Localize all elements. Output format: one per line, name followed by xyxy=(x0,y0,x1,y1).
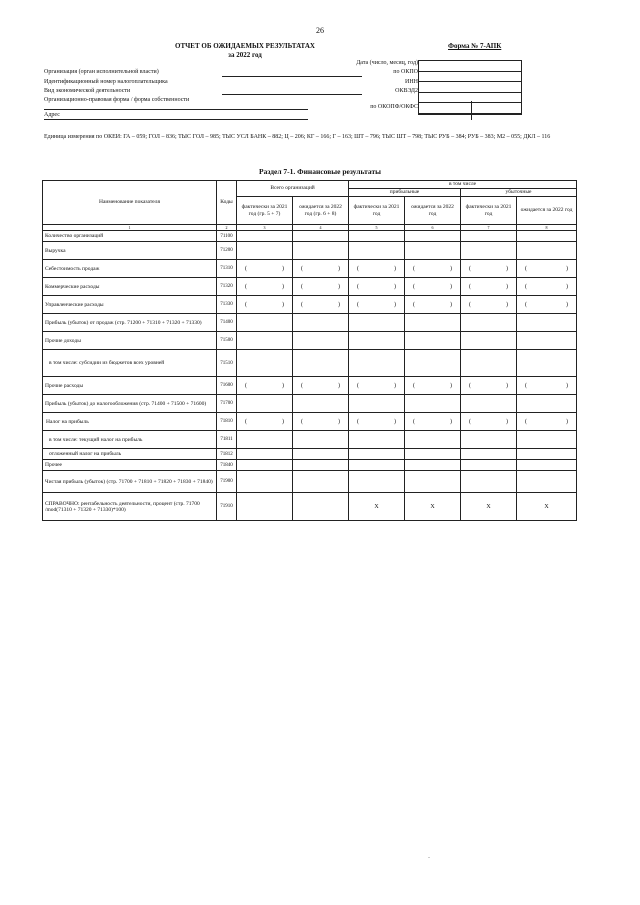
paren-open: ( xyxy=(357,382,360,389)
row-code: 71840 xyxy=(217,460,237,471)
row-name: Управленческие расходы xyxy=(43,296,217,314)
value-cell xyxy=(293,431,349,449)
value-cell xyxy=(517,350,577,377)
paren-pair xyxy=(351,266,402,272)
value-cell xyxy=(349,471,405,493)
value-cell xyxy=(461,431,517,449)
okopf-label: по ОКОПФ/ОКФС xyxy=(370,104,418,110)
row-name: в том числе: субсидии из бюджетов всех уровней xyxy=(43,350,217,377)
value-cell xyxy=(293,413,349,431)
row-name: отложенный налог на прибыль xyxy=(43,449,217,460)
row-code: 71310 xyxy=(217,260,237,278)
paren-close: ) xyxy=(282,283,284,290)
table-row xyxy=(43,314,577,332)
value-cell xyxy=(461,395,517,413)
value-cell xyxy=(293,377,349,395)
row-code: 71330 xyxy=(217,296,237,314)
paren-close: ) xyxy=(450,418,453,425)
value-cell xyxy=(349,460,405,471)
paren-pair xyxy=(463,419,514,425)
paren-open: ( xyxy=(469,265,472,272)
table-row xyxy=(43,395,577,413)
value-cell xyxy=(349,350,405,377)
paren-close: ) xyxy=(394,301,397,308)
value-cell xyxy=(349,377,405,395)
paren-pair xyxy=(407,419,458,425)
row-code: 71600 xyxy=(217,377,237,395)
value-cell xyxy=(461,413,517,431)
col-header-actual-all: фактически за 2021 год (гр. 5 + 7) xyxy=(237,197,293,225)
value-cell xyxy=(517,431,577,449)
value-cell xyxy=(461,242,517,260)
value-cell xyxy=(461,449,517,460)
paren-open: ( xyxy=(301,283,303,290)
paren-pair xyxy=(519,266,574,272)
paren-open: ( xyxy=(413,265,416,272)
value-cell xyxy=(405,350,461,377)
row-name: Выручка xyxy=(43,242,217,260)
value-cell xyxy=(405,377,461,395)
paren-open: ( xyxy=(469,283,472,290)
value-cell xyxy=(405,395,461,413)
col-number: 3 xyxy=(237,225,293,231)
value-cell xyxy=(293,242,349,260)
value-cell xyxy=(517,278,577,296)
paren-open: ( xyxy=(357,418,360,425)
value-cell xyxy=(461,231,517,242)
paren-close: ) xyxy=(338,382,341,389)
okopf-divider xyxy=(471,101,472,120)
value-cell xyxy=(517,296,577,314)
codes-box xyxy=(418,60,522,115)
col-number: 2 xyxy=(217,225,237,231)
paren-pair xyxy=(519,419,574,425)
taxpayer-label: Идентификационный номер налогоплательщика xyxy=(44,79,168,85)
value-cell xyxy=(461,332,517,350)
value-cell xyxy=(461,471,517,493)
table-row xyxy=(43,231,577,242)
value-cell xyxy=(461,314,517,332)
paren-pair xyxy=(295,302,346,308)
col-header-expected-unprofitable: ожидается за 2022 год xyxy=(517,197,577,225)
col-number: 1 xyxy=(43,225,217,231)
report-title-line2: за 2022 год xyxy=(228,51,262,59)
value-cell xyxy=(405,431,461,449)
paren-close: ) xyxy=(282,382,284,389)
value-cell xyxy=(293,260,349,278)
value-cell xyxy=(405,296,461,314)
row-code: 71812 xyxy=(217,449,237,460)
value-cell xyxy=(237,242,293,260)
paren-open: ( xyxy=(413,382,416,389)
paren-open: ( xyxy=(245,382,247,389)
value-cell xyxy=(461,460,517,471)
col-header-actual-unprofitable: фактически за 2021 год xyxy=(461,197,517,225)
row-name: Прибыль (убыток) от продаж (стр. 71200 + 71310 + 71320 + 71330) xyxy=(43,314,217,332)
paren-pair xyxy=(351,419,402,425)
code-cell-okved xyxy=(419,93,521,104)
paren-close: ) xyxy=(338,265,341,272)
row-name: СПРАВОЧНО: рентабельность деятельности, процент (стр. 71700 /mod(71310 + 71320 + 71330)*100) xyxy=(43,493,217,521)
col-header-including: в том числе xyxy=(349,181,577,189)
value-cell xyxy=(293,471,349,493)
row-name: Прибыль (убыток) до налогообложения (стр. 71400 + 71500 + 71600) xyxy=(43,395,217,413)
row-code: 71900 xyxy=(217,471,237,493)
table-body xyxy=(43,231,577,521)
row-code: 71400 xyxy=(217,314,237,332)
paren-pair xyxy=(463,383,514,389)
table-row xyxy=(43,278,577,296)
value-cell xyxy=(349,231,405,242)
value-cell xyxy=(517,260,577,278)
paren-pair xyxy=(239,383,290,389)
paren-close: ) xyxy=(338,301,341,308)
financial-results-table xyxy=(42,180,577,521)
value-cell xyxy=(237,493,293,521)
paren-close: ) xyxy=(394,418,397,425)
value-cell xyxy=(461,278,517,296)
paren-open: ( xyxy=(245,301,247,308)
units-of-measure: Единица измерения по ОКЕИ: ГА – 059; ГОЛ – 836; ТЫС ГОЛ – 985; ТЫС УСЛ БАНК – 882; Ц – 206; КГ – 166; Г – 163; ШТ – 796; ТЫС ШТ – 798; ТЫС РУБ – 384; РУБ – 383; М2 – 055; ДКЛ – 116 xyxy=(44,134,551,140)
value-cell xyxy=(349,413,405,431)
value-cell xyxy=(517,449,577,460)
col-header-profitable: прибыльные xyxy=(349,189,461,197)
value-cell xyxy=(517,231,577,242)
table-row xyxy=(43,493,577,521)
paren-pair xyxy=(239,284,290,290)
paren-open: ( xyxy=(469,418,472,425)
value-cell xyxy=(349,431,405,449)
row-name: Себестоимость продаж xyxy=(43,260,217,278)
paren-close: ) xyxy=(566,265,569,272)
paren-open: ( xyxy=(357,283,360,290)
paren-close: ) xyxy=(450,265,453,272)
value-cell xyxy=(349,278,405,296)
table-row xyxy=(43,449,577,460)
col-number: 8 xyxy=(517,225,577,231)
code-cell-inn xyxy=(419,82,521,93)
paren-open: ( xyxy=(413,301,416,308)
paren-pair xyxy=(407,302,458,308)
paren-open: ( xyxy=(525,382,528,389)
value-cell xyxy=(405,260,461,278)
paren-close: ) xyxy=(338,283,341,290)
row-code: 71810 xyxy=(217,413,237,431)
footer-mark: - xyxy=(428,855,430,861)
paren-close: ) xyxy=(282,265,284,272)
value-cell xyxy=(293,231,349,242)
row-code: 71320 xyxy=(217,278,237,296)
legal-form-label: Организационно-правовая форма / форма собственности xyxy=(44,97,190,103)
paren-pair xyxy=(463,284,514,290)
col-number: 4 xyxy=(293,225,349,231)
col-header-actual-profitable: фактически за 2021 год xyxy=(349,197,405,225)
org-label: Организация (орган исполнительной власти) xyxy=(44,69,159,75)
paren-close: ) xyxy=(506,382,509,389)
paren-pair xyxy=(463,302,514,308)
paren-open: ( xyxy=(245,283,247,290)
paren-close: ) xyxy=(282,418,284,425)
paren-pair xyxy=(407,284,458,290)
row-code: 71910 xyxy=(217,493,237,521)
paren-pair xyxy=(519,302,574,308)
section-title: Раздел 7-1. Финансовые результаты xyxy=(259,167,381,176)
legal-form-underline xyxy=(44,109,308,110)
value-cell xyxy=(517,471,577,493)
value-cell xyxy=(237,278,293,296)
row-code: 71200 xyxy=(217,242,237,260)
paren-open: ( xyxy=(357,265,360,272)
paren-open: ( xyxy=(525,301,528,308)
col-header-code: Коды xyxy=(217,181,237,225)
value-cell xyxy=(293,395,349,413)
paren-close: ) xyxy=(338,418,341,425)
row-code: 71500 xyxy=(217,332,237,350)
value-cell xyxy=(349,260,405,278)
value-cell xyxy=(517,242,577,260)
col-header-expected-all: ожидается за 2022 год (гр. 6 + 8) xyxy=(293,197,349,225)
value-cell xyxy=(461,350,517,377)
value-cell xyxy=(293,314,349,332)
col-number: 7 xyxy=(461,225,517,231)
paren-close: ) xyxy=(506,265,509,272)
paren-close: ) xyxy=(394,265,397,272)
paren-open: ( xyxy=(245,265,247,272)
col-header-unprofitable: убыточные xyxy=(461,189,577,197)
table-row xyxy=(43,332,577,350)
value-cell xyxy=(461,377,517,395)
row-code: 71700 xyxy=(217,395,237,413)
value-cell xyxy=(349,296,405,314)
value-cell xyxy=(461,260,517,278)
paren-close: ) xyxy=(394,283,397,290)
value-cell xyxy=(405,278,461,296)
paren-close: ) xyxy=(282,301,284,308)
date-label: Дата (число, месяц, год) xyxy=(356,60,418,66)
inn-label: ИНН xyxy=(405,79,418,85)
value-cell xyxy=(293,332,349,350)
paren-close: ) xyxy=(450,301,453,308)
address-underline xyxy=(44,119,308,120)
value-cell xyxy=(237,395,293,413)
value-cell xyxy=(237,296,293,314)
page-number: 26 xyxy=(316,26,324,35)
paren-open: ( xyxy=(301,418,303,425)
table-row xyxy=(43,413,577,431)
row-name: Коммерческие расходы xyxy=(43,278,217,296)
col-header-all-orgs: Всего организаций xyxy=(237,181,349,197)
value-cell xyxy=(405,231,461,242)
value-cell xyxy=(237,350,293,377)
paren-close: ) xyxy=(450,382,453,389)
paren-pair xyxy=(351,284,402,290)
col-number: 5 xyxy=(349,225,405,231)
paren-pair xyxy=(463,266,514,272)
value-cell xyxy=(517,413,577,431)
paren-pair xyxy=(407,266,458,272)
paren-open: ( xyxy=(469,382,472,389)
paren-open: ( xyxy=(469,301,472,308)
report-title-line1: ОТЧЕТ ОБ ОЖИДАЕМЫХ РЕЗУЛЬТАТАХ xyxy=(175,42,315,50)
paren-open: ( xyxy=(357,301,360,308)
value-cell xyxy=(517,377,577,395)
value-cell xyxy=(237,449,293,460)
paren-close: ) xyxy=(566,301,569,308)
x-mark: X xyxy=(405,493,461,521)
paren-pair xyxy=(239,302,290,308)
okved-label: ОКВЭД2 xyxy=(395,88,418,94)
value-cell xyxy=(293,278,349,296)
row-name: Чистая прибыль (убыток) (стр. 71700 + 71810 + 71820 + 71830 + 71840) xyxy=(43,471,217,493)
row-code: 71100 xyxy=(217,231,237,242)
value-cell xyxy=(405,471,461,493)
x-mark: X xyxy=(517,493,577,521)
paren-close: ) xyxy=(506,418,509,425)
row-name: Прочее xyxy=(43,460,217,471)
value-cell xyxy=(237,314,293,332)
paren-pair xyxy=(239,419,290,425)
value-cell xyxy=(349,332,405,350)
paren-pair xyxy=(295,419,346,425)
table-row xyxy=(43,471,577,493)
paren-pair xyxy=(519,383,574,389)
table-row xyxy=(43,377,577,395)
table-row xyxy=(43,460,577,471)
code-cell-date xyxy=(419,61,521,72)
value-cell xyxy=(237,460,293,471)
row-name: Налог на прибыль xyxy=(43,413,217,431)
value-cell xyxy=(293,460,349,471)
code-cell-okopf xyxy=(419,103,521,114)
table-row xyxy=(43,242,577,260)
table-row xyxy=(43,431,577,449)
paren-pair xyxy=(351,383,402,389)
value-cell xyxy=(293,296,349,314)
row-name: Количество организаций xyxy=(43,231,217,242)
paren-close: ) xyxy=(506,301,509,308)
row-code: 71510 xyxy=(217,350,237,377)
paren-open: ( xyxy=(301,301,303,308)
value-cell xyxy=(461,296,517,314)
table-row xyxy=(43,296,577,314)
paren-open: ( xyxy=(301,265,303,272)
value-cell xyxy=(293,449,349,460)
value-cell xyxy=(237,260,293,278)
value-cell xyxy=(349,395,405,413)
paren-pair xyxy=(295,383,346,389)
paren-close: ) xyxy=(394,382,397,389)
value-cell xyxy=(405,449,461,460)
row-name: в том числе: текущий налог на прибыль xyxy=(43,431,217,449)
x-mark: X xyxy=(349,493,405,521)
col-header-name: Наименование показателя xyxy=(43,181,217,225)
value-cell xyxy=(293,350,349,377)
paren-close: ) xyxy=(566,418,569,425)
value-cell xyxy=(405,242,461,260)
paren-open: ( xyxy=(301,382,303,389)
value-cell xyxy=(237,471,293,493)
paren-pair xyxy=(295,266,346,272)
x-mark: X xyxy=(461,493,517,521)
value-cell xyxy=(517,395,577,413)
paren-pair xyxy=(295,284,346,290)
value-cell xyxy=(517,460,577,471)
value-cell xyxy=(349,314,405,332)
value-cell xyxy=(293,493,349,521)
value-cell xyxy=(237,431,293,449)
col-number: 6 xyxy=(405,225,461,231)
value-cell xyxy=(405,413,461,431)
paren-open: ( xyxy=(245,418,247,425)
col-header-expected-profitable: ожидается за 2022 год xyxy=(405,197,461,225)
value-cell xyxy=(405,314,461,332)
table-row xyxy=(43,350,577,377)
row-name: Прочие расходы xyxy=(43,377,217,395)
row-name: Прочие доходы xyxy=(43,332,217,350)
value-cell xyxy=(349,449,405,460)
paren-pair xyxy=(407,383,458,389)
paren-open: ( xyxy=(525,418,528,425)
address-label: Адрес xyxy=(44,112,60,118)
activity-underline xyxy=(222,94,362,95)
paren-pair xyxy=(239,266,290,272)
paren-open: ( xyxy=(525,265,528,272)
org-underline xyxy=(222,76,362,77)
paren-open: ( xyxy=(525,283,528,290)
paren-pair xyxy=(519,284,574,290)
paren-close: ) xyxy=(566,382,569,389)
value-cell xyxy=(237,377,293,395)
paren-close: ) xyxy=(450,283,453,290)
okpo-label: по ОКПО xyxy=(393,69,418,75)
value-cell xyxy=(405,332,461,350)
paren-close: ) xyxy=(566,283,569,290)
paren-close: ) xyxy=(506,283,509,290)
form-label: Форма № 7-АПК xyxy=(448,42,502,50)
table-row xyxy=(43,260,577,278)
paren-pair xyxy=(351,302,402,308)
value-cell xyxy=(405,460,461,471)
activity-label: Вид экономической деятельности xyxy=(44,88,131,94)
value-cell xyxy=(237,413,293,431)
paren-open: ( xyxy=(413,418,416,425)
report-title xyxy=(130,42,360,60)
value-cell xyxy=(237,231,293,242)
code-cell-okpo xyxy=(419,72,521,83)
value-cell xyxy=(517,314,577,332)
value-cell xyxy=(349,242,405,260)
value-cell xyxy=(237,332,293,350)
value-cell xyxy=(517,332,577,350)
row-code: 71811 xyxy=(217,431,237,449)
paren-open: ( xyxy=(413,283,416,290)
